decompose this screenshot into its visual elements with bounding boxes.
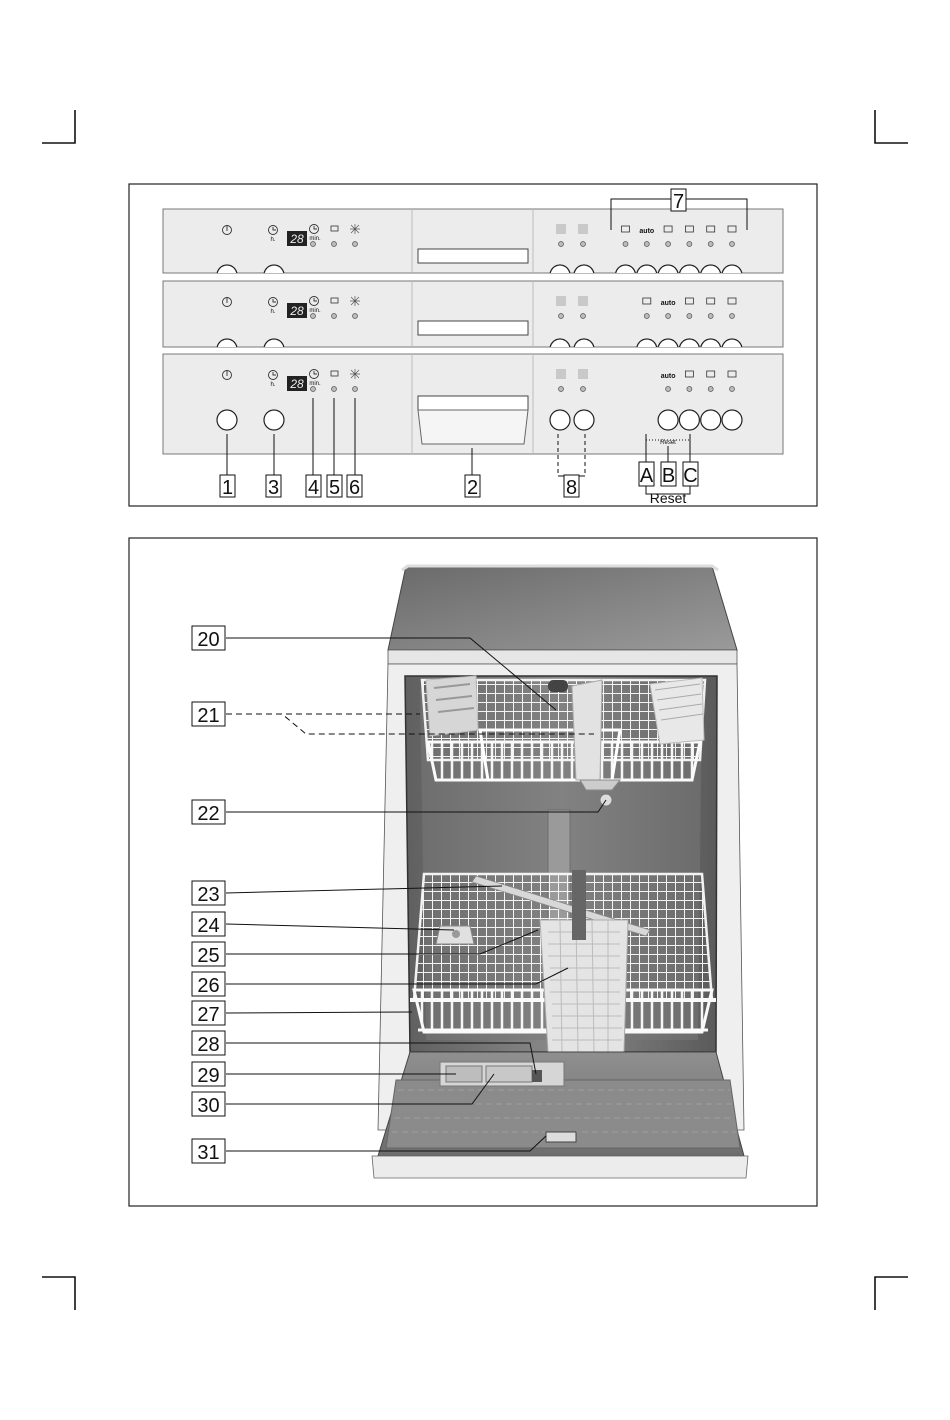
control-panel-variants — [163, 209, 783, 454]
minutes-label: min. — [309, 381, 321, 387]
callout-22-label: 22 — [197, 803, 220, 825]
callout-7 — [671, 189, 686, 213]
option-button-1[interactable] — [550, 410, 570, 430]
callout-4 — [306, 475, 321, 499]
callout-3-label: 3 — [267, 477, 280, 499]
lower-basket — [410, 870, 716, 1052]
timer-display-digits: 28 — [290, 377, 304, 391]
callout-A — [639, 462, 654, 487]
rinse-aid-icon — [350, 369, 360, 379]
callout-5-label: 5 — [328, 477, 341, 499]
callout-30-label: 30 — [197, 1095, 220, 1117]
callout-7-label: 7 — [672, 191, 685, 213]
callout-8 — [564, 475, 579, 499]
callout-28-label: 28 — [197, 1034, 220, 1056]
reset-label: Reset — [649, 490, 687, 506]
dishwasher-illustration — [372, 566, 748, 1178]
callout-1-label: 1 — [221, 477, 234, 499]
hours-label: h. — [270, 382, 276, 388]
callout-2 — [465, 475, 480, 499]
door-handle — [418, 249, 528, 263]
callout-29-label: 29 — [197, 1065, 220, 1087]
door-handle — [418, 396, 528, 410]
hours-label: h. — [270, 309, 276, 315]
callout-8-label: 8 — [565, 477, 578, 499]
callout-4-label: 4 — [307, 477, 320, 499]
callout-3 — [266, 475, 281, 499]
callout-25-label: 25 — [197, 945, 220, 967]
reset-small-label: Reset — [660, 440, 676, 446]
callout-6 — [347, 475, 362, 499]
callout-21-label: 21 — [197, 705, 220, 727]
main-switch-button[interactable] — [217, 410, 237, 430]
door-handle — [418, 321, 528, 335]
rating-plate — [546, 1132, 576, 1142]
callout-23-label: 23 — [197, 884, 220, 906]
callout-24-label: 24 — [197, 915, 220, 937]
panel-middle — [163, 281, 783, 359]
timer-preset-button[interactable] — [264, 410, 284, 430]
minutes-label: min. — [309, 236, 321, 242]
callout-2-label: 2 — [466, 477, 479, 499]
program-button-1[interactable] — [658, 410, 678, 430]
rinse-aid-icon — [350, 296, 360, 306]
callout-B-label: B — [661, 465, 676, 487]
hours-label: h. — [270, 237, 276, 243]
program-button-3[interactable] — [701, 410, 721, 430]
callout-27-label: 27 — [197, 1004, 220, 1026]
callout-C — [683, 462, 698, 487]
program-auto-label: auto — [639, 228, 655, 235]
callout-20-label: 20 — [197, 629, 220, 651]
worktop — [388, 566, 737, 650]
callout-A-label: A — [639, 465, 654, 487]
minutes-label: min. — [309, 308, 321, 314]
callout-1 — [220, 475, 235, 499]
callout-5 — [327, 475, 342, 499]
program-auto-label: auto — [660, 373, 676, 380]
callout-B — [661, 462, 676, 487]
callout-C-label: C — [683, 465, 698, 487]
callout-26-label: 26 — [197, 975, 220, 997]
program-button-2[interactable] — [679, 410, 699, 430]
callout-31-label: 31 — [197, 1142, 220, 1164]
program-auto-label: auto — [660, 300, 676, 307]
option-button-2[interactable] — [574, 410, 594, 430]
program-button-4[interactable] — [722, 410, 742, 430]
callout-6-label: 6 — [348, 477, 361, 499]
rinse-aid-icon — [350, 224, 360, 234]
timer-display-digits: 28 — [290, 232, 304, 246]
timer-display-digits: 28 — [290, 304, 304, 318]
